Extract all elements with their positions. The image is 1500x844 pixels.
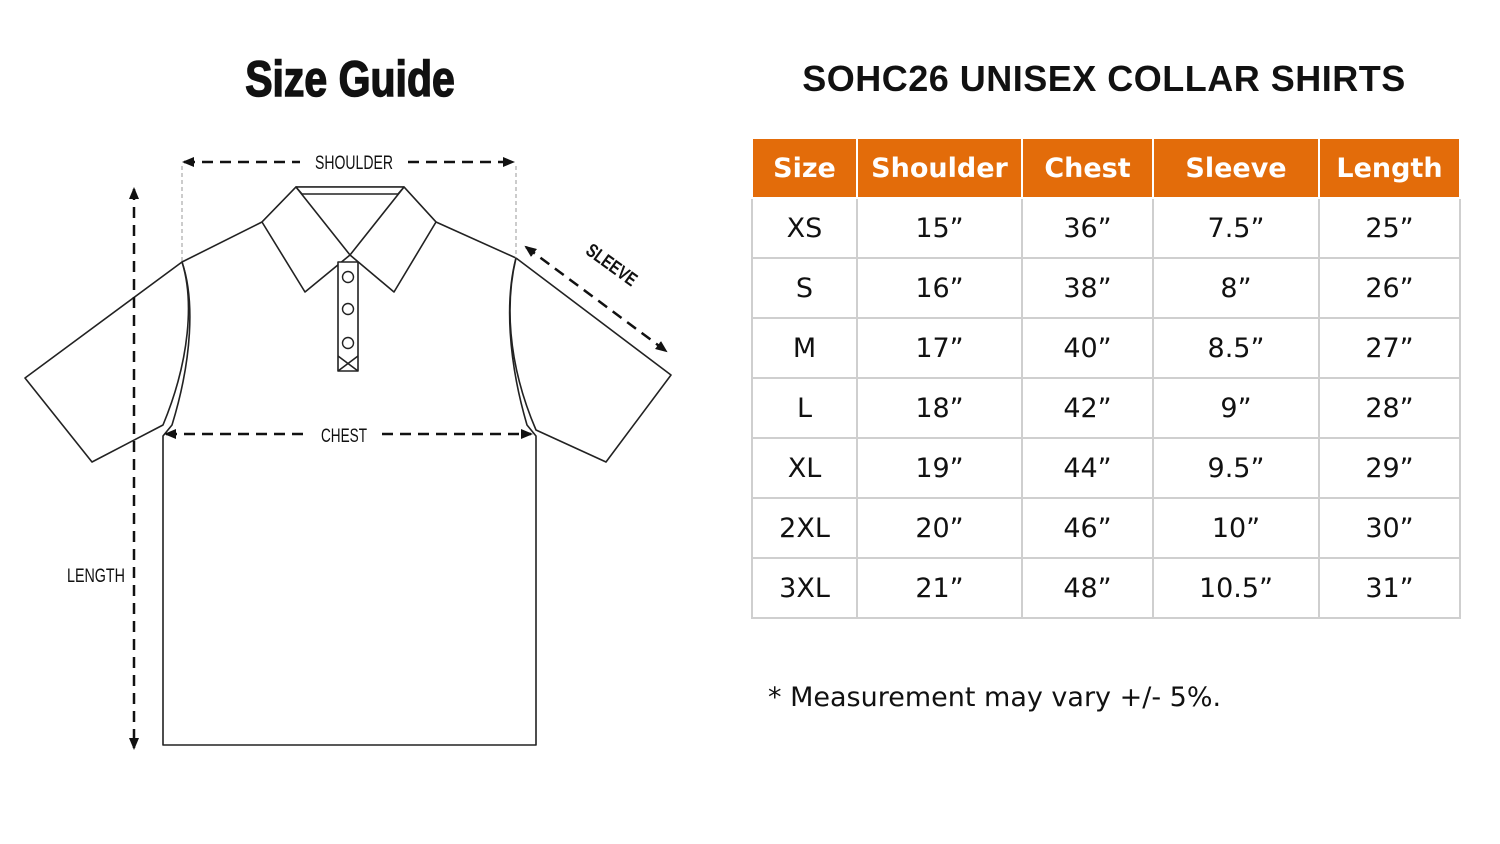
table-row	[752, 438, 1460, 498]
cell-chest: 44”	[1022, 438, 1153, 498]
cell-size: XL	[752, 438, 857, 498]
chest-label: CHEST	[321, 426, 368, 447]
cell-shoulder: 19”	[857, 438, 1022, 498]
cell-shoulder: 15”	[857, 198, 1022, 258]
cell-size: S	[752, 258, 857, 318]
column-header-sleeve: Sleeve	[1153, 139, 1319, 198]
cell-sleeve: 8.5”	[1153, 318, 1319, 378]
cell-sleeve: 7.5”	[1153, 198, 1319, 258]
size-chart-table	[751, 139, 1461, 619]
table-row	[752, 258, 1460, 318]
column-header-chest: Chest	[1022, 139, 1153, 198]
cell-sleeve: 10.5”	[1153, 558, 1319, 618]
table-row	[752, 498, 1460, 558]
table-row	[752, 558, 1460, 618]
cell-shoulder: 18”	[857, 378, 1022, 438]
shoulder-label: SHOULDER	[315, 153, 393, 174]
cell-length: 26”	[1319, 258, 1460, 318]
cell-length: 30”	[1319, 498, 1460, 558]
table-header-row	[752, 139, 1460, 198]
cell-chest: 40”	[1022, 318, 1153, 378]
cell-chest: 38”	[1022, 258, 1153, 318]
cell-sleeve: 10”	[1153, 498, 1319, 558]
cell-length: 27”	[1319, 318, 1460, 378]
cell-shoulder: 20”	[857, 498, 1022, 558]
cell-chest: 36”	[1022, 198, 1153, 258]
cell-sleeve: 9.5”	[1153, 438, 1319, 498]
cell-chest: 48”	[1022, 558, 1153, 618]
table-row	[752, 378, 1460, 438]
cell-shoulder: 17”	[857, 318, 1022, 378]
cell-length: 28”	[1319, 378, 1460, 438]
table-row	[752, 198, 1460, 258]
table-row	[752, 318, 1460, 378]
cell-length: 25”	[1319, 198, 1460, 258]
cell-shoulder: 16”	[857, 258, 1022, 318]
cell-size: L	[752, 378, 857, 438]
product-title: SOHC26 UNISEX COLLAR SHIRTS	[802, 58, 1406, 99]
size-guide-title: Size Guide	[245, 51, 455, 107]
column-header-shoulder: Shoulder	[857, 139, 1022, 198]
shirt-diagram	[0, 120, 690, 780]
cell-shoulder: 21”	[857, 558, 1022, 618]
column-header-length: Length	[1319, 139, 1460, 198]
cell-size: 2XL	[752, 498, 857, 558]
column-header-size: Size	[752, 139, 857, 198]
shirt-outline	[25, 187, 671, 745]
length-label: LENGTH	[67, 566, 125, 587]
cell-length: 29”	[1319, 438, 1460, 498]
cell-sleeve: 9”	[1153, 378, 1319, 438]
cell-chest: 42”	[1022, 378, 1153, 438]
cell-size: XS	[752, 198, 857, 258]
measurement-footnote: * Measurement may vary +/- 5%.	[768, 682, 1222, 713]
cell-sleeve: 8”	[1153, 258, 1319, 318]
cell-length: 31”	[1319, 558, 1460, 618]
cell-chest: 46”	[1022, 498, 1153, 558]
sleeve-label: SLEEVE	[581, 240, 655, 302]
cell-size: 3XL	[752, 558, 857, 618]
cell-size: M	[752, 318, 857, 378]
